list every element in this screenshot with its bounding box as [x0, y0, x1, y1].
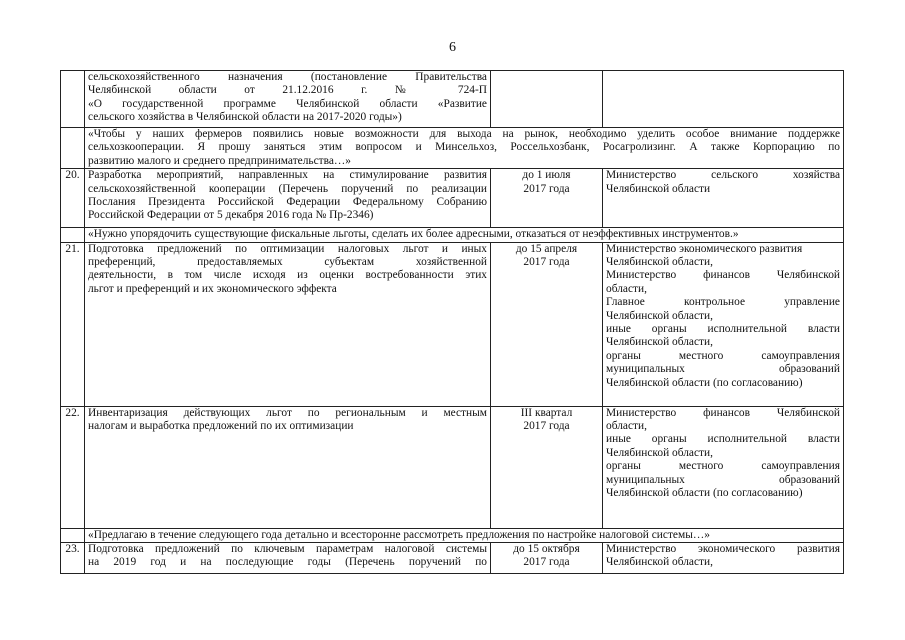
responsible-line: Челябинской области (по согласованию) [606, 376, 803, 389]
text-line: преференций, предоставляемых субъектам хозяйственной [88, 256, 487, 269]
action-cell [85, 169, 491, 228]
text-line: деятельности, в том числе исходя из оценки востребованности этих [88, 269, 487, 282]
number-cell [61, 71, 85, 128]
table-row-item-20 [61, 169, 844, 228]
quote-line: «Нужно упорядочить существующие фискальные льготы, сделать их более адресными, отказаться от неэффективных инструментов.» [88, 228, 739, 241]
responsible-line: органы местного самоуправления [606, 460, 840, 473]
quote-cell [85, 228, 844, 242]
responsible-line: Челябинской области, [606, 556, 713, 569]
table-row-quote [61, 228, 844, 242]
text-line: сельскохозяйственного назначения (постановление Правительства [88, 71, 487, 83]
responsible-line: Министерство экономического развития [606, 242, 803, 255]
text-line: Инвентаризация действующих льгот по региональным и местным [88, 406, 487, 419]
page-number: 6 [449, 40, 456, 55]
item-number: 21. [61, 242, 85, 406]
responsible-line: муниципальных образований [606, 473, 840, 486]
responsible-cell [603, 406, 844, 528]
text-line: Челябинской области от 21.12.2016 г. № 724-П [88, 84, 487, 97]
quote-line: «Чтобы у наших фермеров появились новые возможности для выхода на рынок, необходимо уделить особое внимание поддержке [88, 128, 840, 140]
responsible-line: Главное контрольное управление [606, 296, 840, 309]
text-line: на 2019 год и на последующие годы (Перечень поручений по [88, 556, 487, 569]
responsible-line: Министерство финансов Челябинской [606, 406, 840, 419]
text-line: сельскохозяйственной кооперации (Перечень поручений по реализации [88, 182, 487, 195]
table-row-quote [61, 128, 844, 169]
term-line: 2017 года [523, 182, 570, 195]
quote-cell [85, 128, 844, 169]
text-line: «О государственной программе Челябинской области «Развитие [88, 97, 487, 110]
action-cell [85, 242, 491, 406]
term-line: 2017 года [523, 420, 570, 433]
item-number: 20. [61, 169, 85, 228]
term-line: 2017 года [523, 256, 570, 269]
action-cell [85, 543, 491, 574]
table-row-quote [61, 528, 844, 542]
text-line: налогам и выработка предложений по их оптимизации [88, 420, 354, 433]
term-line: III квартал [520, 406, 573, 419]
responsible-line: Челябинской области, [606, 336, 713, 349]
responsible-line: Челябинской области [606, 182, 711, 195]
responsible-line: Министерство финансов Челябинской [606, 269, 840, 282]
quote-line: развитию малого и среднего предпринимательства…» [88, 154, 352, 167]
responsible-line: иные органы исполнительной власти [606, 433, 840, 446]
action-plan-table [60, 70, 844, 574]
term-cell [491, 406, 603, 528]
term-line: до 15 октября [513, 543, 580, 556]
quote-cell [85, 528, 844, 542]
responsible-line: муниципальных образований [606, 363, 840, 376]
action-cell [85, 406, 491, 528]
text-line: льгот и преференций и их экономического эффекта [88, 282, 337, 295]
responsible-line: Челябинской области (по согласованию) [606, 487, 803, 500]
text-line: сельского хозяйства в Челябинской области на 2017-2020 годы») [88, 111, 402, 124]
term-cell [491, 169, 603, 228]
responsible-cell [603, 242, 844, 406]
table-row-item-23 [61, 543, 844, 574]
table-row-item-22 [61, 406, 844, 528]
responsible-line: Челябинской области, [606, 309, 713, 322]
quote-line: сельхозкооперации. Я прошу заняться этим вопросом и Минсельхоз, Россельхозбанк, Росагролизинг. А также Корпорацию по [88, 141, 840, 154]
responsible-line: Министерство сельского хозяйства [606, 169, 840, 182]
item-number: 22. [61, 406, 85, 528]
number-cell [61, 128, 85, 169]
text-line: Разработка мероприятий, направленных на стимулирование развития [88, 169, 487, 182]
text-line: Российской Федерации от 5 декабря 2016 года № Пр-2346) [88, 209, 374, 222]
responsible-cell [603, 169, 844, 228]
term-cell [491, 71, 603, 128]
responsible-line: Челябинской области, [606, 256, 713, 269]
item-number: 23. [61, 543, 85, 574]
responsible-cell [603, 71, 844, 128]
term-line: до 15 апреля [515, 242, 578, 255]
table-row-continued [61, 71, 844, 128]
responsible-line: области, [606, 420, 647, 433]
term-line: 2017 года [523, 556, 570, 569]
term-line: до 1 июля [522, 169, 571, 182]
text-line: Подготовка предложений по оптимизации налоговых льгот и иных [88, 242, 487, 255]
term-cell [491, 242, 603, 406]
table-row-item-21 [61, 242, 844, 406]
responsible-cell [603, 543, 844, 574]
responsible-line: Министерство экономического развития [606, 543, 840, 556]
number-cell [61, 228, 85, 242]
responsible-line: иные органы исполнительной власти [606, 323, 840, 336]
text-line: Послания Президента Российской Федерации Федеральному Собранию [88, 196, 487, 209]
action-cell [85, 71, 491, 128]
term-cell [491, 543, 603, 574]
number-cell [61, 528, 85, 542]
responsible-line: органы местного самоуправления [606, 349, 840, 362]
responsible-line: области, [606, 282, 647, 295]
text-line: Подготовка предложений по ключевым параметрам налоговой системы [88, 543, 487, 556]
responsible-line: Челябинской области, [606, 446, 713, 459]
quote-line: «Предлагаю в течение следующего года детально и всесторонне рассмотреть предложения по настройке налоговой системы…» [88, 528, 710, 541]
